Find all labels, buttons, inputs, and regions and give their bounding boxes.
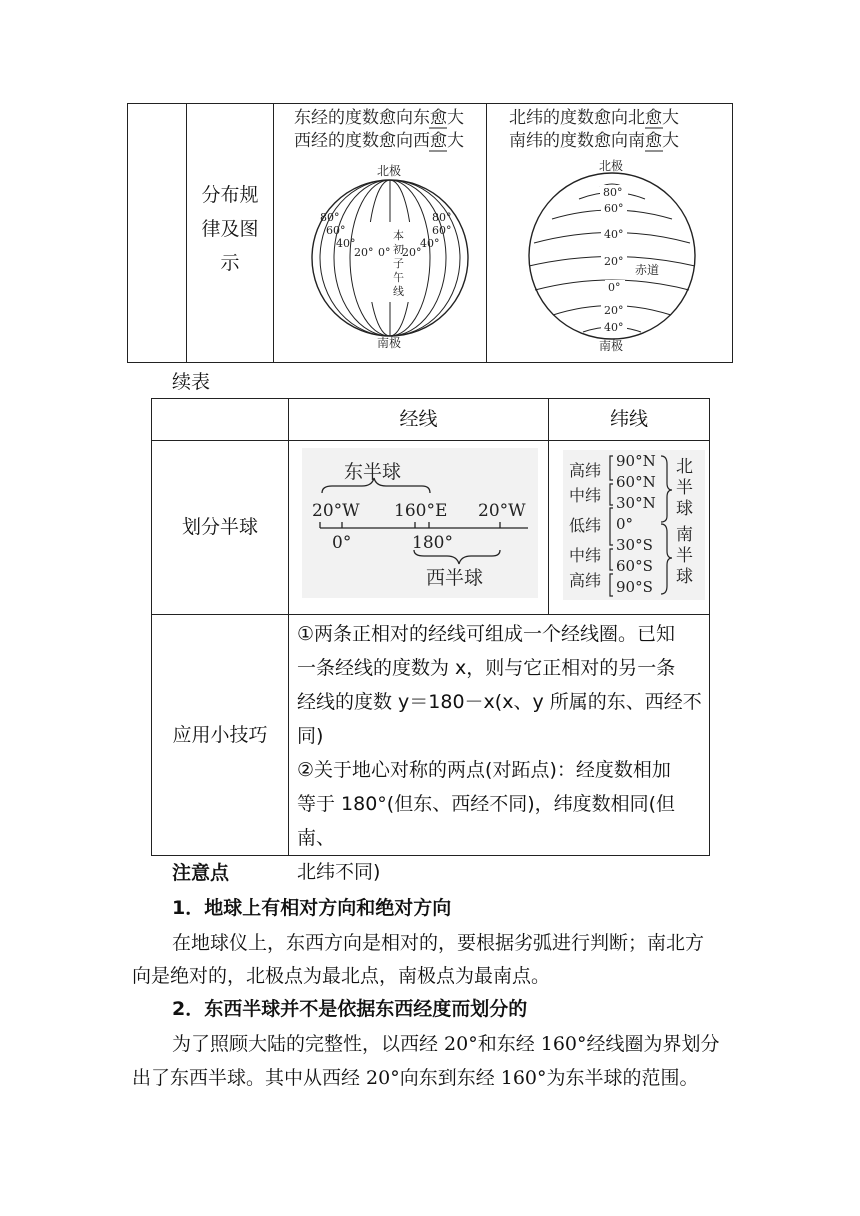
notes-heading: 注意点	[172, 862, 230, 884]
tip-line: ①两条正相对的经线可组成一个经线圈。已知	[297, 623, 676, 645]
high-lat-label: 高纬	[569, 461, 602, 480]
tick-0: 0°	[332, 533, 352, 553]
east-60-label: 60°	[432, 224, 452, 237]
lat-60s: 60°S	[616, 557, 653, 575]
latitude-caption-2: 南纬的度数愈向南愈大	[509, 131, 679, 151]
row-tips-label: 应用小技巧	[172, 724, 268, 746]
tip-line: ②关于地心对称的两点(对跖点)：经度数相加	[297, 759, 671, 781]
continued-label: 续表	[172, 371, 211, 393]
note-1-line-2: 向是绝对的，北极点为最北点，南极点为最南点。	[132, 965, 551, 987]
west-80-label: 80°	[320, 211, 340, 224]
tip-line: 等于 180°(但东、西经不同)，纬度数相同(但南、	[297, 793, 676, 849]
low-lat-label: 低纬	[569, 516, 602, 535]
west-hemisphere-label: 西半球	[426, 567, 484, 589]
prime-meridian-char: 子	[393, 257, 404, 270]
mid-lat-label: 中纬	[569, 486, 602, 505]
prime-meridian-char: 初	[393, 243, 404, 256]
south-half-char: 半	[676, 546, 693, 566]
north-half-char: 半	[676, 478, 693, 498]
lat-80-label: 80°	[603, 186, 623, 199]
east-west-hemisphere-diagram	[302, 448, 538, 598]
east-40-label: 40°	[420, 237, 440, 250]
prime-meridian-char: 本	[393, 229, 404, 242]
tip-line: 一条经线的度数为 x，则与它正相对的另一条	[297, 657, 676, 679]
equator-label: 赤道	[635, 263, 660, 277]
tip-line: 经线的度数 y＝180－x(x、y 所属的东、西经不	[297, 691, 702, 713]
west-20-label: 20°	[354, 246, 374, 259]
zero-label: 0°	[378, 246, 391, 259]
lat-90s: 90°S	[616, 578, 653, 596]
lat-20n-label: 20°	[604, 255, 624, 268]
latitude-division-diagram	[563, 450, 705, 600]
south-pole-label: 南极	[377, 336, 402, 350]
south-half-char: 南	[676, 525, 693, 545]
row-label-line: 分布规	[201, 184, 259, 206]
lat-40-label: 40°	[604, 228, 624, 241]
lat-north-pole-label: 北极	[599, 159, 624, 173]
note-2-line-2: 出了东西半球。其中从西经 20°向东到东经 160°为东半球的范围。	[132, 1067, 699, 1089]
mid-lat-label-2: 中纬	[569, 546, 602, 565]
distribution-row-label	[187, 178, 273, 280]
lat-0-label: 0°	[608, 281, 621, 294]
north-pole-label: 北极	[377, 164, 402, 178]
east-80-label: 80°	[432, 211, 452, 224]
lat-40s-label: 40°	[604, 321, 624, 334]
tick-20w-left: 20°W	[312, 501, 360, 521]
note-2-title: 2．东西半球并不是依据东西经度而划分的	[172, 998, 528, 1020]
tick-20w-right: 20°W	[478, 501, 526, 521]
tip-line: 北纬不同)	[297, 861, 381, 883]
tip-line: 同)	[297, 725, 324, 747]
lat-60n: 60°N	[616, 473, 656, 491]
north-half-char: 球	[676, 499, 693, 519]
longitude-caption-2: 西经的度数愈向西愈大	[294, 131, 464, 151]
lat-south-pole-label: 南极	[599, 339, 624, 353]
header-latitude: 纬线	[609, 408, 648, 430]
lat-30n: 30°N	[616, 494, 656, 512]
west-40-label: 40°	[336, 237, 356, 250]
diagram-bg	[302, 448, 538, 598]
prime-meridian-char: 午	[393, 271, 404, 284]
tick-160e: 160°E	[394, 501, 448, 521]
row-label-line: 示	[220, 252, 240, 274]
high-lat-label-2: 高纬	[569, 571, 602, 590]
lat-60-label: 60°	[604, 202, 624, 215]
east-hemisphere-label: 东半球	[344, 461, 402, 483]
note-1-title: 1．地球上有相对方向和绝对方向	[172, 897, 452, 919]
row-label-line: 律及图	[201, 218, 259, 240]
lat-20s-label: 20°	[604, 304, 624, 317]
lat-90n: 90°N	[616, 452, 656, 470]
latitude-caption-1: 北纬的度数愈向北愈大	[509, 108, 679, 128]
prime-meridian-char: 线	[393, 285, 404, 298]
south-half-char: 球	[676, 567, 693, 587]
longitude-caption-1: 东经的度数愈向东愈大	[294, 108, 464, 128]
west-60-label: 60°	[326, 224, 346, 237]
header-longitude: 经线	[399, 408, 438, 430]
label-backing	[365, 222, 415, 302]
lat-30s: 30°S	[616, 536, 653, 554]
note-1-line-1: 在地球仪上，东西方向是相对的，要根据劣弧进行判断；南北方	[172, 932, 705, 954]
row-divide-hemisphere-label: 划分半球	[181, 516, 258, 538]
note-2-line-1: 为了照顾大陆的完整性，以西经 20°和东经 160°经线圈为界划分	[172, 1033, 720, 1055]
lat-0: 0°	[616, 515, 634, 533]
latitude-globe-diagram	[487, 104, 732, 362]
tick-180: 180°	[412, 533, 453, 553]
longitude-globe-diagram	[274, 104, 486, 362]
north-half-char: 北	[676, 457, 693, 477]
tips-content	[297, 617, 707, 889]
east-20-label: 20°	[402, 246, 422, 259]
